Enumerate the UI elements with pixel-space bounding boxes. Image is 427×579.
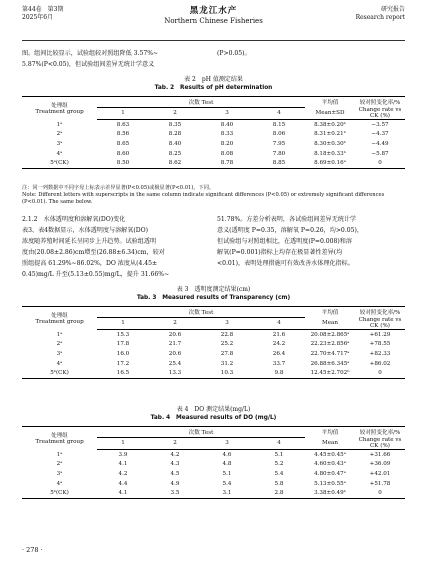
cell-mean: 20.08±2.865ᵃ — [310, 331, 350, 338]
cell-group: 4ᵃ — [56, 360, 63, 367]
cell-value: 8.40 — [168, 141, 182, 148]
journal-title-en: Northern Chinese Fisheries — [164, 17, 263, 25]
cell-value: 3.9 — [118, 451, 128, 458]
cell-value: 17.8 — [116, 341, 130, 348]
cell-value: 4.4 — [118, 480, 128, 487]
cell-value: 10.3 — [201, 368, 253, 378]
section-212-right — [217, 214, 405, 269]
intro-left — [22, 48, 212, 70]
cell-value: 25.2 — [220, 341, 234, 348]
journal-title-cn: 黑龙江水产 — [189, 6, 238, 16]
cell-group: 1ᵃ — [56, 121, 63, 128]
cell-group: 5ᵇ(CK) — [22, 488, 97, 498]
cell-value: 21.6 — [272, 331, 286, 338]
cell-group: 5ᵇ(CK) — [22, 368, 97, 378]
cell-group: 2ᵃ — [56, 341, 63, 348]
note-en: (P<0.01). The same below. — [22, 199, 93, 206]
cell-value: 8.35 — [168, 121, 182, 128]
cell-change: 0 — [355, 158, 405, 168]
cell-value: 13.3 — [149, 368, 201, 378]
intro-right — [217, 48, 405, 59]
cell-value: 4.2 — [118, 471, 128, 478]
cell-value: 4.6 — [222, 451, 232, 458]
table-row — [22, 368, 405, 378]
cell-group: 2ᵃ — [56, 461, 63, 468]
table2-caption-en: Tab. 2 Results of pH determination — [154, 85, 273, 91]
cell-value: 4.5 — [170, 471, 180, 478]
body-line: 度由(20.08±2.86)cm增至(26.88±6.34)cm，较对 — [22, 249, 165, 256]
intro-line: 图。组间比较显示，试验组较对照组降低 3.57%~ — [22, 50, 159, 57]
body-line: 浓度随养殖时间延长呈同步上升趋势。试验组透明 — [22, 238, 157, 245]
note-en: Note: Different letters with superscripts in the same column indicate significant differences (P<0.05) or extremely significant differences — [22, 192, 385, 199]
cell-change: +51.78 — [369, 480, 391, 487]
table2 — [22, 96, 405, 169]
section-heading: 2.1.2 水体透明度和溶解氧(DO)变化 — [22, 216, 126, 223]
body-line: 照组提高 61.29%~86.02%，DO 浓度从(4.45± — [22, 260, 158, 267]
cell-change: +42.01 — [369, 471, 391, 478]
cell-value: 7.95 — [272, 141, 286, 148]
section-212-left — [22, 214, 212, 280]
cell-mean: 22.23±2.856ᵃ — [310, 341, 350, 348]
table-row — [22, 149, 405, 159]
header-group: 处理组 Treatment group — [22, 97, 97, 120]
cell-mean: 4.80±0.47ᵃ — [314, 471, 346, 478]
cell-value: 8.20 — [220, 141, 234, 148]
intro-line: (P>0.05)。 — [217, 50, 251, 57]
cell-value: 8.40 — [220, 121, 234, 128]
table2-caption — [22, 76, 405, 92]
table-row — [22, 450, 405, 460]
body-line: 0.45)mg/L 升至(5.13±0.55)mg/L，提升 31.66%~ — [22, 271, 170, 278]
header-center — [22, 6, 405, 26]
volume-issue: 第44卷 第3期 — [22, 6, 64, 13]
table-row — [22, 488, 405, 498]
table4-caption-cn: 表 4 DO 测定结果(mg/L) — [176, 406, 251, 413]
cell-value: 9.8 — [253, 368, 305, 378]
table4 — [22, 426, 405, 499]
table3-caption-cn: 表 3 透明度测定结果(cm) — [176, 286, 251, 293]
cell-change: 0 — [355, 368, 405, 378]
table2-caption-cn: 表 2 pH 值测定结果 — [184, 76, 243, 83]
cell-value: 8.06 — [272, 131, 286, 138]
table4-caption — [22, 406, 405, 422]
header-col: 4 — [253, 437, 305, 450]
cell-value: 22.8 — [220, 331, 234, 338]
cell-change: 0 — [355, 488, 405, 498]
table2-note — [22, 185, 405, 207]
cell-mean: 4.60±0.43ᵃ — [314, 461, 346, 468]
cell-value: 4.8 — [222, 461, 232, 468]
cell-mean: 8.30±0.30ᵇ — [314, 141, 346, 148]
cell-group: 4ᵃ — [56, 480, 63, 487]
cell-value: 21.7 — [168, 341, 182, 348]
header-change-en: Change rate vs CK (%) — [355, 107, 405, 120]
header-change-en: Change rate vs CK (%) — [355, 437, 405, 450]
cell-value: 5.1 — [274, 451, 284, 458]
table-row — [22, 120, 405, 130]
cell-value: 33.7 — [272, 360, 286, 367]
header-col: 2 — [149, 107, 201, 120]
cell-value: 4.9 — [170, 480, 180, 487]
cell-value: 5.4 — [222, 480, 232, 487]
table-row — [22, 469, 405, 479]
header-change-cn: 较对照变化率/% — [355, 97, 405, 108]
cell-group: 3ᵃ — [56, 351, 63, 358]
cell-mean: 4.45±0.45ᵃ — [314, 451, 346, 458]
header-col: 3 — [201, 107, 253, 120]
table-row — [22, 158, 405, 168]
table3-body — [22, 330, 405, 379]
header-col: 1 — [97, 107, 149, 120]
header-col: 1 — [97, 317, 149, 330]
table-row — [22, 330, 405, 340]
cell-change: +78.55 — [369, 341, 391, 348]
cell-change: +82.33 — [369, 351, 391, 358]
cell-value: 8.08 — [220, 150, 234, 157]
cell-value: 26.4 — [272, 351, 286, 358]
cell-change: +36.09 — [369, 461, 391, 468]
cell-change: −3.57 — [371, 121, 389, 128]
cell-value: 3.5 — [149, 488, 201, 498]
table2-body — [22, 120, 405, 169]
body-line: 51.78%。方差分析表明，各试验组间差异无统计学 — [217, 216, 357, 223]
cell-value: 8.28 — [168, 131, 182, 138]
header-rule — [22, 40, 405, 41]
cell-group: 3ᵃ — [56, 471, 63, 478]
body-line: <0.01)，表明处理措施可有效改善水体理化指标。 — [217, 260, 354, 267]
cell-mean: 3.38±0.49ᵇ — [305, 488, 355, 498]
running-header — [22, 6, 405, 40]
body-line: 表3、表4数据显示，水体透明度与溶解氧(DO) — [22, 227, 148, 234]
page-number: · 278 · — [22, 546, 43, 554]
cell-group: 2ᵃ — [56, 131, 63, 138]
header-mean-en: Mean±SD — [305, 107, 355, 120]
cell-mean: 12.45±2.702ᵇ — [305, 368, 355, 378]
cell-value: 8.60 — [116, 150, 130, 157]
body-line: 意义(透明度 P=0.35，溶解氧 P=0.26，均>0.05)， — [217, 227, 363, 234]
table-row — [22, 349, 405, 359]
cell-value: 16.5 — [97, 368, 149, 378]
cell-value: 8.65 — [116, 141, 130, 148]
cell-value: 20.6 — [168, 351, 182, 358]
cell-value: 8.50 — [97, 158, 149, 168]
header-change-cn: 较对照变化率/% — [355, 307, 405, 318]
cell-value: 8.63 — [116, 121, 130, 128]
cell-change: −5.87 — [371, 150, 389, 157]
cell-value: 25.4 — [168, 360, 182, 367]
cell-value: 31.2 — [220, 360, 234, 367]
body-line: 但试验组与对照组相比，在透明度(P=0.008)和溶 — [217, 238, 352, 245]
cell-group: 1ᵃ — [56, 331, 63, 338]
section-cn: 研究报告 — [380, 6, 405, 13]
table-row — [22, 359, 405, 369]
header-group: 处理组 Treatment group — [22, 307, 97, 330]
cell-group: 3ᵃ — [56, 141, 63, 148]
cell-value: 24.2 — [272, 341, 286, 348]
cell-value: 5.8 — [274, 480, 284, 487]
header-change-cn: 较对照变化率/% — [355, 427, 405, 438]
cell-value: 7.80 — [272, 150, 286, 157]
note-cn: 注：同一列数据中不同字母上标表示差异显著(P<0.05)或极显著(P<0.01)，下同。 — [22, 185, 215, 191]
cell-value: 16.0 — [116, 351, 130, 358]
body-line: 解氧(P=0.001)指标上均存在极显著性差异(均 — [217, 249, 343, 256]
table4-body — [22, 450, 405, 499]
cell-mean: 26.88±6.345ᵃ — [310, 360, 350, 367]
cell-value: 4.1 — [97, 488, 149, 498]
header-times: 次数 Test — [97, 427, 305, 438]
cell-group: 1ᵃ — [56, 451, 63, 458]
header-col: 3 — [201, 317, 253, 330]
table3-caption-en: Tab. 3 Measured results of Transparency (cm) — [136, 295, 291, 301]
header-col: 1 — [97, 437, 149, 450]
cell-mean: 8.31±0.21ᵇ — [314, 131, 346, 138]
cell-value: 8.33 — [220, 131, 234, 138]
table4-caption-en: Tab. 4 Measured results of DO (mg/L) — [150, 415, 277, 421]
cell-group: 5ᵃ(CK) — [22, 158, 97, 168]
cell-value: 4.1 — [118, 461, 128, 468]
cell-value: 17.2 — [116, 360, 130, 367]
cell-value: 8.85 — [253, 158, 305, 168]
cell-mean: 8.69±0.16ᵃ — [305, 158, 355, 168]
cell-value: 8.15 — [272, 121, 286, 128]
table3-caption — [22, 286, 405, 302]
cell-mean: 8.38±0.20ᵇ — [314, 121, 346, 128]
cell-value: 2.8 — [253, 488, 305, 498]
cell-value: 3.1 — [201, 488, 253, 498]
cell-change: +31.66 — [369, 451, 391, 458]
intro-line: 5.87%(P<0.05)，但试验组间差异无统计学意义 — [22, 61, 155, 68]
cell-value: 15.3 — [116, 331, 130, 338]
cell-value: 4.2 — [170, 451, 180, 458]
header-col: 2 — [149, 317, 201, 330]
cell-mean: 5.13±0.55ᵃ — [314, 480, 346, 487]
cell-mean: 22.70±4.717ᵃ — [310, 351, 350, 358]
table-row — [22, 130, 405, 140]
table-row — [22, 479, 405, 489]
header-mean-en: Mean — [305, 317, 355, 330]
header-times: 次数 Test — [97, 307, 305, 318]
header-mean-cn: 平均值 — [305, 427, 355, 438]
table-row — [22, 340, 405, 350]
cell-mean: 8.18±0.33ᵇ — [314, 150, 346, 157]
header-col: 4 — [253, 317, 305, 330]
header-mean-cn: 平均值 — [305, 97, 355, 108]
cell-value: 20.6 — [168, 331, 182, 338]
header-col: 4 — [253, 107, 305, 120]
cell-value: 8.78 — [201, 158, 253, 168]
header-col: 3 — [201, 437, 253, 450]
cell-value: 4.3 — [170, 461, 180, 468]
cell-value: 5.4 — [274, 471, 284, 478]
header-times: 次数 Test — [97, 97, 305, 108]
cell-value: 5.1 — [222, 471, 232, 478]
header-group: 处理组 Treatment group — [22, 427, 97, 450]
cell-value: 8.62 — [149, 158, 201, 168]
header-col: 2 — [149, 437, 201, 450]
cell-value: 5.2 — [274, 461, 284, 468]
cell-group: 4ᵃ — [56, 150, 63, 157]
table-row — [22, 139, 405, 149]
header-change-en: Change rate vs CK (%) — [355, 317, 405, 330]
section-en: Research report — [355, 14, 405, 21]
issue-date: 2025年6月 — [22, 14, 54, 21]
cell-change: −4.49 — [371, 141, 389, 148]
cell-value: 27.8 — [220, 351, 234, 358]
cell-change: −4.37 — [371, 131, 389, 138]
table-row — [22, 460, 405, 470]
cell-value: 8.25 — [168, 150, 182, 157]
header-mean-cn: 平均值 — [305, 307, 355, 318]
table3 — [22, 306, 405, 379]
cell-change: +61.29 — [369, 331, 391, 338]
header-mean-en: Mean — [305, 437, 355, 450]
cell-value: 8.56 — [116, 131, 130, 138]
cell-change: +86.02 — [369, 360, 391, 367]
header-right — [356, 6, 405, 22]
